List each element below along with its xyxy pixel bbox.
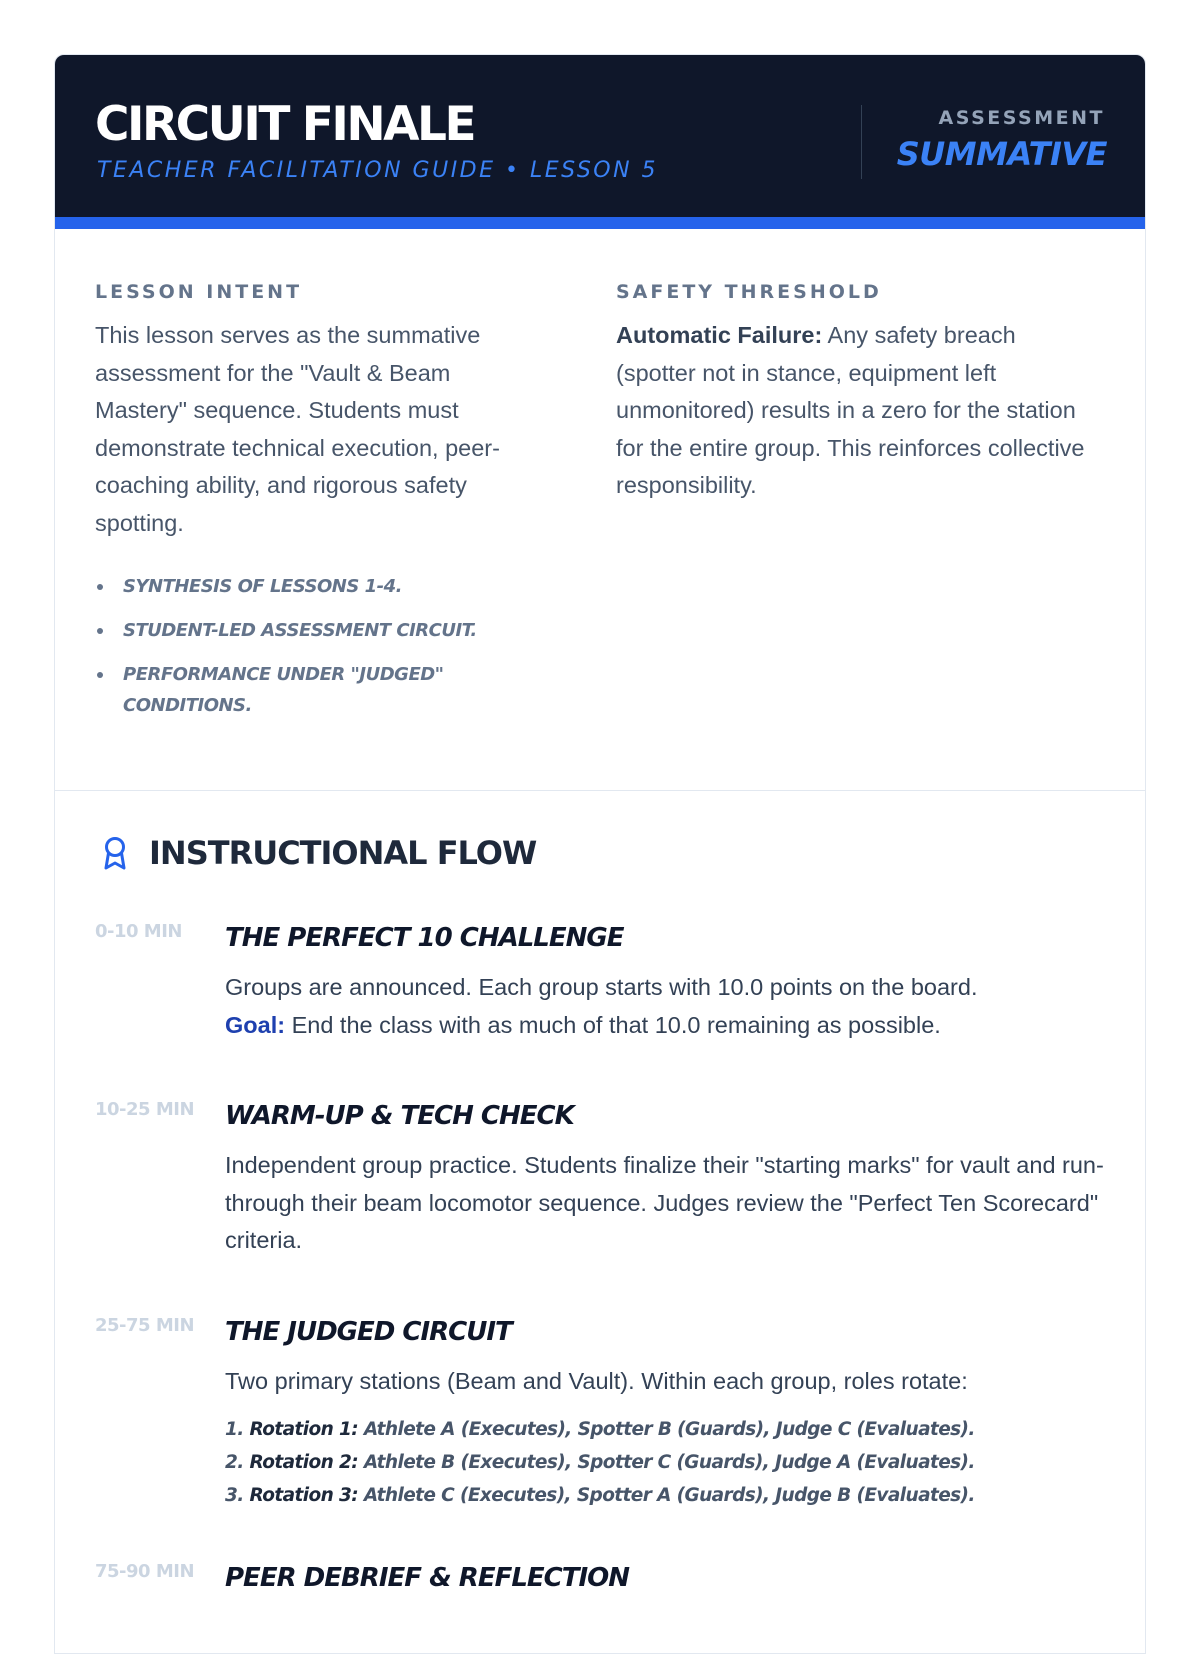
rotation-number: 2. <box>225 1451 244 1473</box>
header-divider <box>861 105 862 179</box>
step-body <box>225 921 1105 1044</box>
rotation-list <box>225 1413 1105 1512</box>
page-title: CIRCUIT FINALE <box>95 97 475 152</box>
goal-text: End the class with as much of that 10.0 remaining as possible. <box>285 1011 941 1038</box>
rotation-text: Athlete C (Executes), Spotter A (Guards), Judge B (Evaluates). <box>358 1484 975 1506</box>
step-text: Groups are announced. Each group starts with 10.0 points on the board. <box>225 974 978 1000</box>
assessment-label: ASSESSMENT <box>938 107 1105 129</box>
rotation-item <box>225 1446 1105 1479</box>
rotation-item <box>225 1479 1105 1512</box>
step-description <box>225 969 1105 1044</box>
intro-section <box>55 229 1145 791</box>
step-description: Independent group practice. Students finalize their "starting marks" for vault and run-through their beam locomotor sequence. Judges review the "Perfect Ten Scorecard" criteria. <box>225 1152 1104 1254</box>
assessment-type-badge: SUMMATIVE <box>896 135 1107 173</box>
rotation-number: 1. <box>225 1418 244 1440</box>
step-description: Two primary stations (Beam and Vault). Within each group, roles rotate: <box>225 1368 968 1394</box>
safety-threshold-text <box>616 317 1096 505</box>
lesson-intent-text: This lesson serves as the summative assessment for the "Vault & Beam Mastery" sequence. Students must demonstrate technical execution, peer-coaching ability, and rigorous safety spotting. <box>95 322 500 536</box>
step-title: THE PERFECT 10 CHALLENGE <box>225 923 624 953</box>
rotation-label: Rotation 1: <box>249 1418 359 1440</box>
rotation-item <box>225 1413 1105 1446</box>
instructional-flow-header <box>95 833 536 873</box>
step-time: 25-75 MIN <box>95 1315 195 1336</box>
page-subtitle: TEACHER FACILITATION GUIDE • LESSON 5 <box>97 158 659 183</box>
lesson-header <box>55 55 1145 229</box>
step-time: 75-90 MIN <box>95 1561 195 1582</box>
step-title: THE JUDGED CIRCUIT <box>225 1317 512 1347</box>
goal-label: Goal: <box>225 1011 286 1038</box>
step-body <box>225 1099 1105 1260</box>
step-title: PEER DEBRIEF & REFLECTION <box>225 1563 630 1593</box>
instructional-flow-title: INSTRUCTIONAL FLOW <box>149 834 537 872</box>
step-body <box>225 1561 1105 1595</box>
lesson-intent-list <box>95 571 535 721</box>
safety-lead: Automatic Failure: <box>616 322 823 348</box>
step-body <box>225 1315 1105 1512</box>
rotation-text: Athlete A (Executes), Spotter B (Guards), Judge C (Evaluates). <box>358 1418 975 1440</box>
step-time: 10-25 MIN <box>95 1099 195 1120</box>
safety-threshold-column <box>616 281 1096 505</box>
step-time: 0-10 MIN <box>95 921 182 942</box>
lesson-intent-heading: LESSON INTENT <box>95 281 303 303</box>
rotation-label: Rotation 3: <box>249 1484 359 1506</box>
lesson-intent-column <box>95 281 535 734</box>
safety-body: Any safety breach (spotter not in stance, equipment left unmonitored) results in a zero for the station for the entire group. This reinforces collective responsibility. <box>616 322 1085 499</box>
safety-threshold-heading: SAFETY THRESHOLD <box>616 281 882 303</box>
list-item: STUDENT-LED ASSESSMENT CIRCUIT. <box>95 615 535 646</box>
rotation-number: 3. <box>225 1484 244 1506</box>
rotation-label: Rotation 2: <box>249 1451 359 1473</box>
step-title: WARM-UP & TECH CHECK <box>225 1101 574 1131</box>
list-item: PERFORMANCE UNDER "JUDGED" CONDITIONS. <box>95 659 535 721</box>
lesson-card <box>54 54 1146 1654</box>
award-ribbon-icon <box>95 833 135 873</box>
rotation-text: Athlete B (Executes), Spotter C (Guards), Judge A (Evaluates). <box>358 1451 975 1473</box>
list-item: SYNTHESIS OF LESSONS 1-4. <box>95 571 535 602</box>
